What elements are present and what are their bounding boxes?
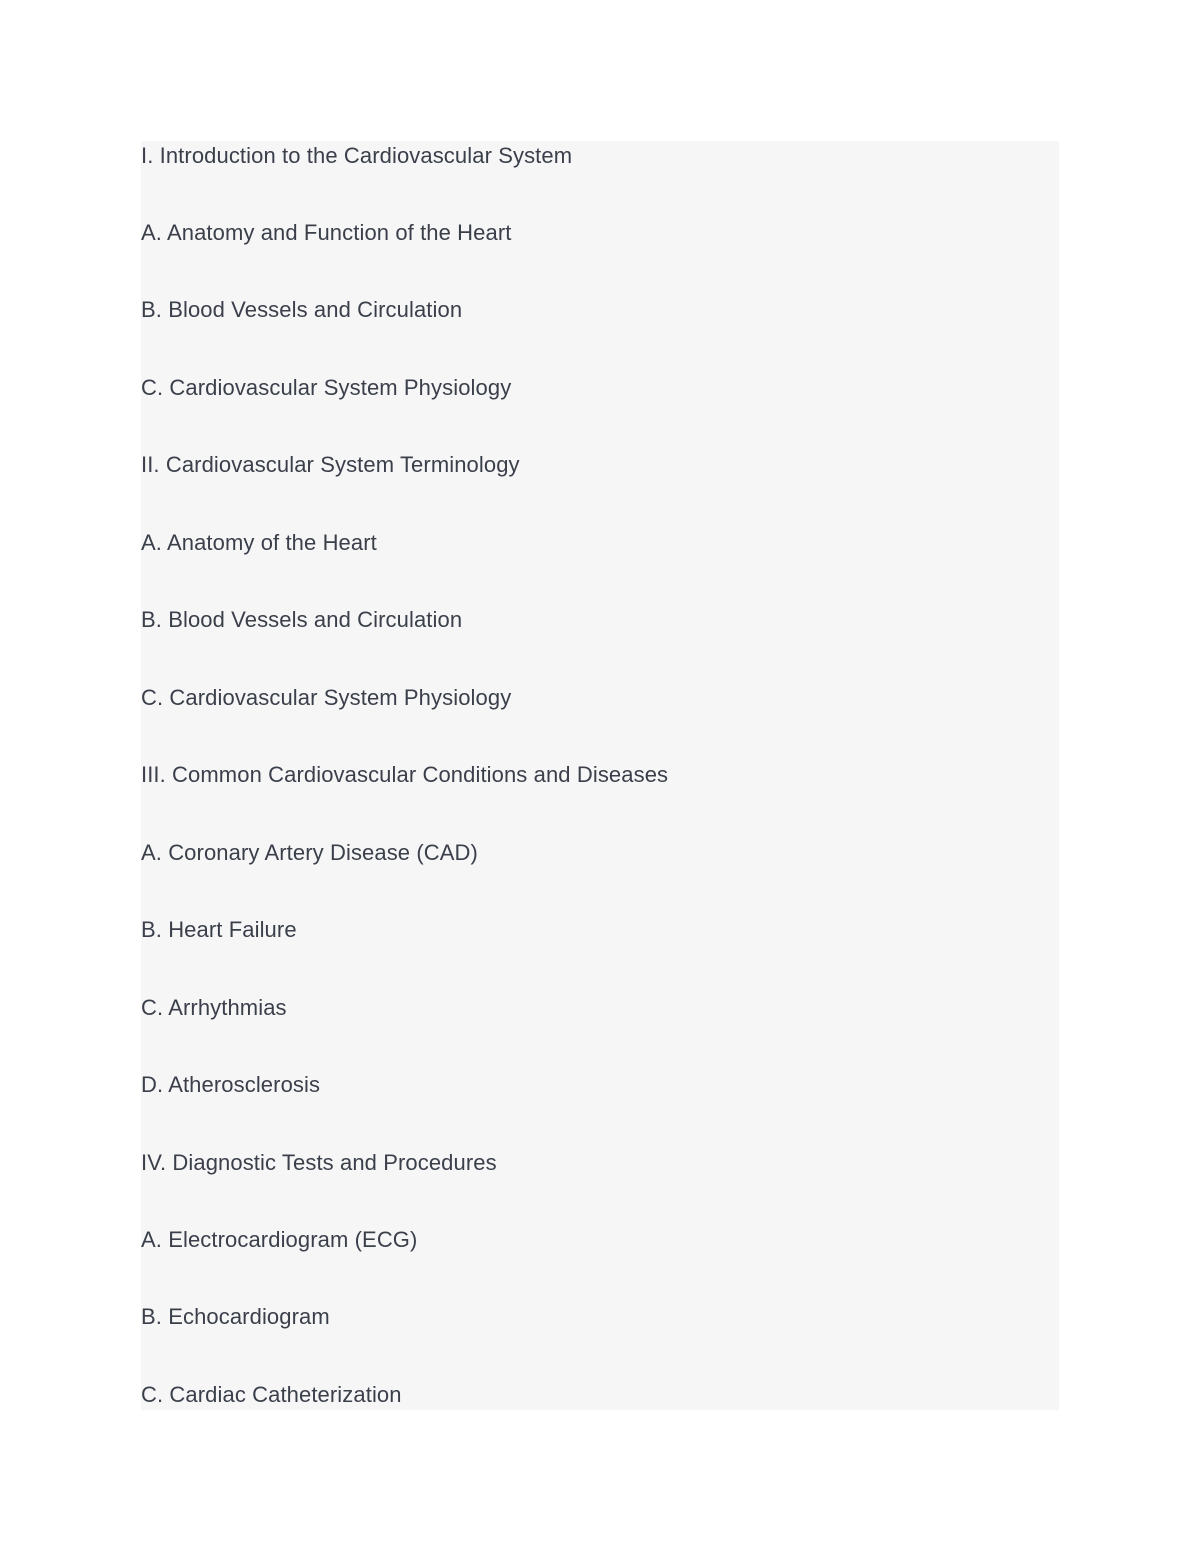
outline-subitem-3a: A. Coronary Artery Disease (CAD) bbox=[141, 840, 478, 865]
outline-subitem-1a: A. Anatomy and Function of the Heart bbox=[141, 220, 512, 245]
outline-heading-2: II. Cardiovascular System Terminology bbox=[141, 452, 520, 477]
outline-content-block bbox=[141, 141, 1059, 1410]
outline-subitem-2a: A. Anatomy of the Heart bbox=[141, 530, 377, 555]
outline-subitem-1c: C. Cardiovascular System Physiology bbox=[141, 375, 512, 400]
outline-subitem-4c: C. Cardiac Catheterization bbox=[141, 1382, 402, 1407]
outline-subitem-2c: C. Cardiovascular System Physiology bbox=[141, 685, 512, 710]
outline-heading-1: I. Introduction to the Cardiovascular System bbox=[141, 143, 573, 168]
outline-subitem-3c: C. Arrhythmias bbox=[141, 995, 287, 1020]
outline-subitem-3d: D. Atherosclerosis bbox=[141, 1072, 321, 1097]
outline-subitem-4b: B. Echocardiogram bbox=[141, 1304, 330, 1329]
outline-heading-4: IV. Diagnostic Tests and Procedures bbox=[141, 1150, 497, 1175]
outline-subitem-2b: B. Blood Vessels and Circulation bbox=[141, 607, 463, 632]
outline-subitem-3b: B. Heart Failure bbox=[141, 917, 297, 942]
outline-subitem-4a: A. Electrocardiogram (ECG) bbox=[141, 1227, 418, 1252]
outline-subitem-1b: B. Blood Vessels and Circulation bbox=[141, 297, 463, 322]
outline-heading-3: III. Common Cardiovascular Conditions and Diseases bbox=[141, 762, 669, 787]
